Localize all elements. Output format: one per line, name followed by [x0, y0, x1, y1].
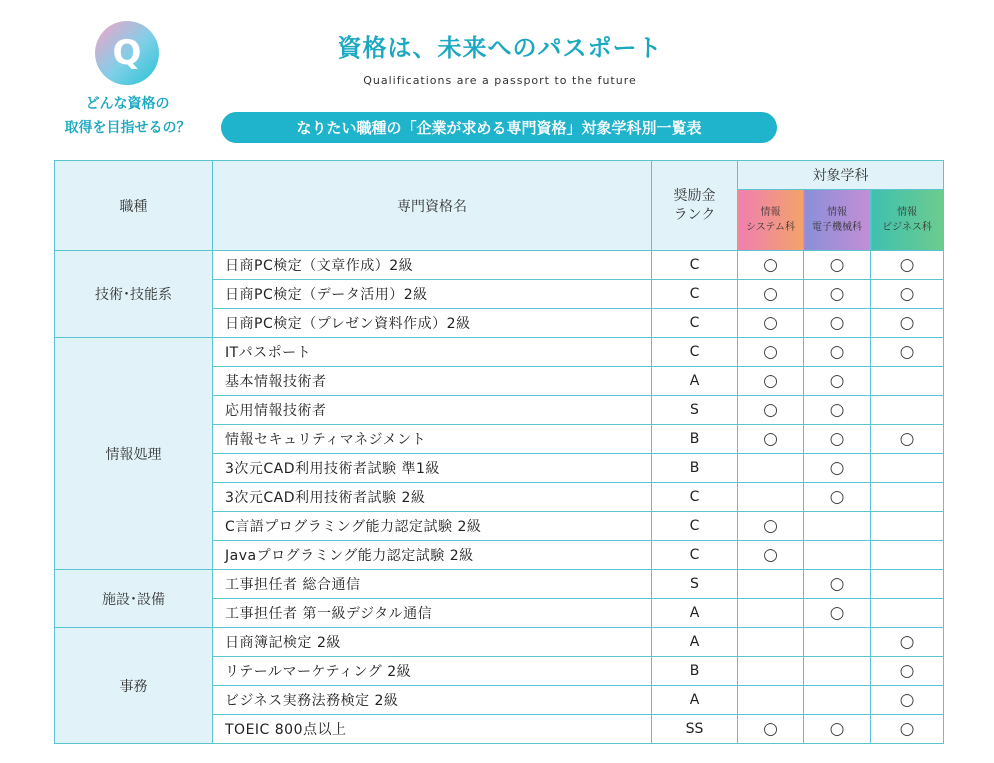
rank-cell: A — [652, 599, 738, 628]
table-body — [55, 251, 944, 744]
table-row — [55, 570, 944, 599]
eligibility-cell — [871, 454, 944, 483]
qualification-name: 3次元CAD利用技術者試験 準1級 — [213, 454, 652, 483]
rank-cell: C — [652, 512, 738, 541]
dept-info-business — [871, 190, 944, 251]
qualification-name: 基本情報技術者 — [213, 367, 652, 396]
eligibility-cell — [804, 483, 871, 512]
category-cell: 情報処理 — [55, 338, 213, 570]
rank-cell: A — [652, 367, 738, 396]
eligibility-cell — [871, 541, 944, 570]
eligibility-cell — [871, 396, 944, 425]
rank-cell: C — [652, 483, 738, 512]
q-badge — [95, 21, 159, 85]
circle-mark-icon: ○ — [829, 313, 845, 333]
eligibility-cell — [804, 454, 871, 483]
eligibility-cell — [804, 599, 871, 628]
eligibility-cell — [871, 280, 944, 309]
qualification-name: 工事担任者 総合通信 — [213, 570, 652, 599]
circle-mark-icon: ○ — [763, 429, 778, 449]
eligibility-cell — [804, 396, 871, 425]
circle-mark-icon: ○ — [899, 719, 915, 739]
eligibility-cell — [738, 512, 804, 541]
eligibility-cell — [804, 251, 871, 280]
page-subtitle: Qualifications are a passport to the future — [363, 74, 637, 87]
circle-mark-icon: ○ — [899, 661, 915, 681]
eligibility-cell — [738, 367, 804, 396]
qualification-name: 日商PC検定（プレゼン資料作成）2級 — [213, 309, 652, 338]
qualification-name: リテールマーケティング 2級 — [213, 657, 652, 686]
rank-cell: C — [652, 541, 738, 570]
rank-cell: A — [652, 628, 738, 657]
table-row — [55, 251, 944, 280]
header-rank-line-1: 奨励金 — [673, 187, 716, 204]
eligibility-cell — [738, 251, 804, 280]
qualification-name: ITパスポート — [213, 338, 652, 367]
eligibility-cell — [804, 338, 871, 367]
eligibility-cell — [871, 367, 944, 396]
question-text — [40, 92, 215, 140]
eligibility-cell — [738, 454, 804, 483]
category-cell: 技術･技能系 — [55, 251, 213, 338]
header-departments: 対象学科 — [738, 161, 944, 190]
circle-mark-icon: ○ — [829, 342, 845, 362]
rank-cell: A — [652, 686, 738, 715]
circle-mark-icon: ○ — [899, 429, 915, 449]
qualification-name: 日商PC検定（文章作成）2級 — [213, 251, 652, 280]
qualification-table — [54, 160, 944, 744]
circle-mark-icon: ○ — [829, 400, 845, 420]
eligibility-cell — [738, 309, 804, 338]
dept-info-electronics — [804, 190, 871, 251]
eligibility-cell — [871, 483, 944, 512]
circle-mark-icon: ○ — [763, 719, 778, 739]
eligibility-cell — [804, 657, 871, 686]
dept-line-1: 情報 — [897, 207, 917, 218]
eligibility-cell — [738, 280, 804, 309]
eligibility-cell — [871, 338, 944, 367]
rank-cell: B — [652, 425, 738, 454]
table-banner: なりたい職種の「企業が求める専門資格」対象学科別一覧表 — [221, 112, 777, 143]
circle-mark-icon: ○ — [829, 487, 845, 507]
eligibility-cell — [804, 280, 871, 309]
rank-cell: B — [652, 657, 738, 686]
eligibility-cell — [871, 715, 944, 744]
eligibility-cell — [738, 686, 804, 715]
eligibility-cell — [871, 570, 944, 599]
eligibility-cell — [871, 628, 944, 657]
header-rank — [652, 161, 738, 251]
rank-cell: C — [652, 309, 738, 338]
rank-cell: S — [652, 396, 738, 425]
rank-cell: B — [652, 454, 738, 483]
circle-mark-icon: ○ — [829, 574, 845, 594]
eligibility-cell — [738, 628, 804, 657]
eligibility-cell — [804, 309, 871, 338]
eligibility-cell — [738, 541, 804, 570]
qualification-name: 日商PC検定（データ活用）2級 — [213, 280, 652, 309]
question-line-1: どんな資格の — [85, 96, 170, 112]
eligibility-cell — [738, 338, 804, 367]
eligibility-cell — [871, 599, 944, 628]
category-cell: 事務 — [55, 628, 213, 744]
header-qualification: 専門資格名 — [213, 161, 652, 251]
circle-mark-icon: ○ — [899, 313, 915, 333]
eligibility-cell — [871, 425, 944, 454]
circle-mark-icon: ○ — [829, 371, 845, 391]
circle-mark-icon: ○ — [899, 255, 915, 275]
eligibility-cell — [738, 657, 804, 686]
circle-mark-icon: ○ — [763, 284, 778, 304]
eligibility-cell — [804, 512, 871, 541]
q-letter: Q — [112, 33, 142, 73]
circle-mark-icon: ○ — [763, 255, 778, 275]
qualification-name: 日商簿記検定 2級 — [213, 628, 652, 657]
eligibility-cell — [871, 512, 944, 541]
eligibility-cell — [738, 570, 804, 599]
qualification-name: TOEIC 800点以上 — [213, 715, 652, 744]
eligibility-cell — [804, 367, 871, 396]
rank-cell: SS — [652, 715, 738, 744]
qualification-name: 応用情報技術者 — [213, 396, 652, 425]
qualification-name: 3次元CAD利用技術者試験 2級 — [213, 483, 652, 512]
eligibility-cell — [804, 425, 871, 454]
dept-info-system — [738, 190, 804, 251]
circle-mark-icon: ○ — [763, 371, 778, 391]
eligibility-cell — [738, 425, 804, 454]
eligibility-cell — [871, 251, 944, 280]
qualification-name: 工事担任者 第一級デジタル通信 — [213, 599, 652, 628]
circle-mark-icon: ○ — [829, 719, 845, 739]
circle-mark-icon: ○ — [829, 429, 845, 449]
question-line-2: 取得を目指せるの？ — [64, 120, 191, 136]
dept-line-2: 電子機械科 — [812, 222, 862, 233]
qualification-name: 情報セキュリティマネジメント — [213, 425, 652, 454]
eligibility-cell — [804, 541, 871, 570]
eligibility-cell — [804, 628, 871, 657]
eligibility-cell — [804, 686, 871, 715]
rank-cell: S — [652, 570, 738, 599]
circle-mark-icon: ○ — [763, 313, 778, 333]
page-title: 資格は、未来へのパスポート — [337, 34, 663, 62]
eligibility-cell — [871, 657, 944, 686]
qualification-name: C言語プログラミング能力認定試験 2級 — [213, 512, 652, 541]
table-row — [55, 628, 944, 657]
dept-line-2: ビジネス科 — [882, 222, 932, 233]
qualification-name: ビジネス実務法務検定 2級 — [213, 686, 652, 715]
circle-mark-icon: ○ — [829, 458, 845, 478]
eligibility-cell — [804, 570, 871, 599]
eligibility-cell — [738, 396, 804, 425]
circle-mark-icon: ○ — [763, 516, 778, 536]
qualification-name: Javaプログラミング能力認定試験 2級 — [213, 541, 652, 570]
table-row — [55, 338, 944, 367]
eligibility-cell — [738, 715, 804, 744]
circle-mark-icon: ○ — [899, 342, 915, 362]
circle-mark-icon: ○ — [763, 545, 778, 565]
circle-mark-icon: ○ — [899, 284, 915, 304]
eligibility-cell — [804, 715, 871, 744]
eligibility-cell — [871, 686, 944, 715]
header-rank-line-2: ランク — [673, 206, 716, 223]
circle-mark-icon: ○ — [899, 632, 915, 652]
rank-cell: C — [652, 251, 738, 280]
rank-cell: C — [652, 280, 738, 309]
rank-cell: C — [652, 338, 738, 367]
circle-mark-icon: ○ — [829, 255, 845, 275]
circle-mark-icon: ○ — [829, 603, 845, 623]
dept-line-2: システム科 — [746, 222, 795, 233]
eligibility-cell — [871, 309, 944, 338]
eligibility-cell — [738, 599, 804, 628]
header-job: 職種 — [55, 161, 213, 251]
circle-mark-icon: ○ — [763, 400, 778, 420]
circle-mark-icon: ○ — [763, 342, 778, 362]
circle-mark-icon: ○ — [829, 284, 845, 304]
dept-line-1: 情報 — [760, 207, 781, 218]
dept-line-1: 情報 — [827, 207, 847, 218]
eligibility-cell — [738, 483, 804, 512]
circle-mark-icon: ○ — [899, 690, 915, 710]
category-cell: 施設･設備 — [55, 570, 213, 628]
